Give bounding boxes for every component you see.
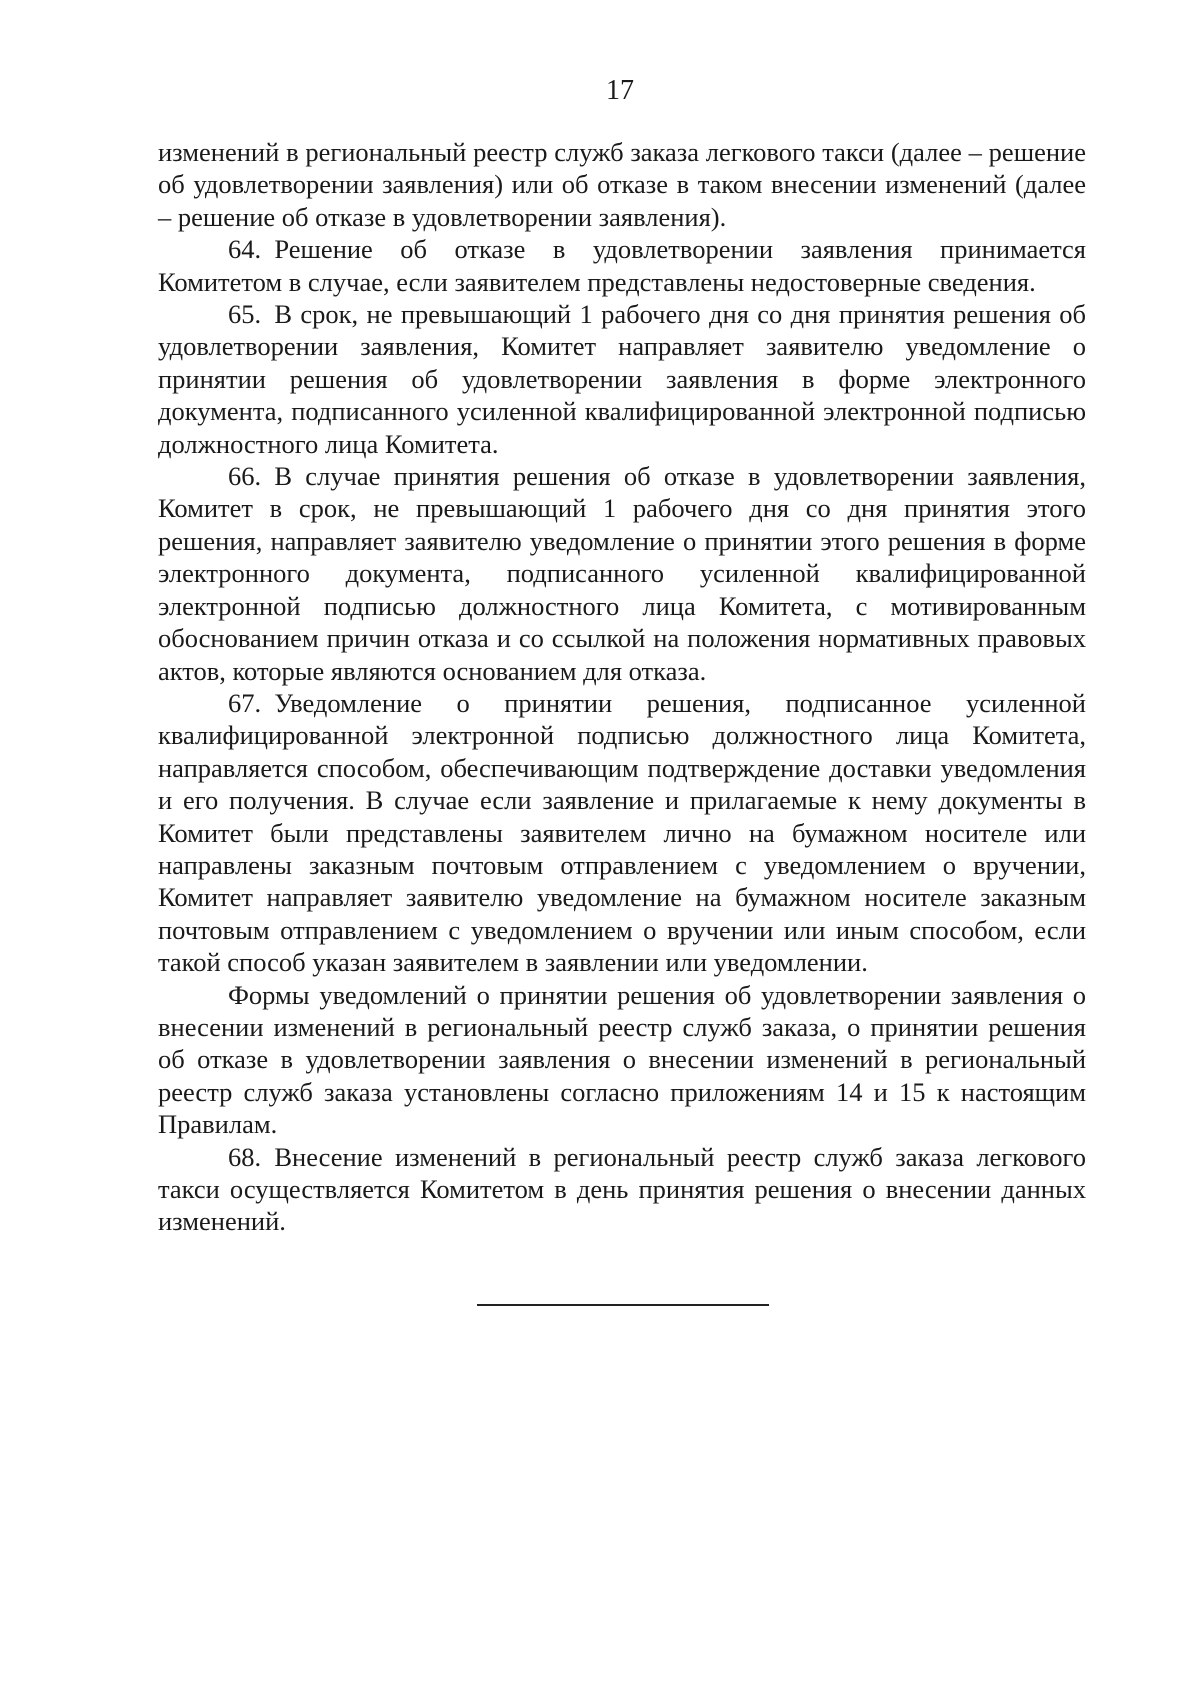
document-body	[158, 136, 1086, 1238]
paragraph-67: 67. Уведомление о принятии решения, подписанное усиленной квалифицированной электронной подписью должностного лица Комитета, направляется способом, обеспечивающим подтверждение доставки уведомления и его получения. В случае если заявление и прилагаемые к нему документы в Комитет были представлены заявителем лично на бумажном носителе или направлены заказным почтовым отправлением с уведомлением о вручении, Комитет направляет заявителю уведомление на бумажном носителе заказным почтовым отправлением с уведомлением о вручении или иным способом, если такой способ указан заявителем в заявлении или уведомлении.	[158, 687, 1086, 978]
end-of-text-rule	[477, 1304, 769, 1306]
paragraph-64: 64. Решение об отказе в удовлетворении заявления принимается Комитетом в случае, если заявителем представлены недостоверные сведения.	[158, 234, 1086, 297]
paragraph-68: 68. Внесение изменений в региональный реестр служб заказа легкового такси осуществляется Комитетом в день принятия решения о внесении данных изменений.	[158, 1141, 1086, 1237]
paragraph-forms: Формы уведомлений о принятии решения об удовлетворении заявления о внесении изменений в региональный реестр служб заказа, о принятии решения об отказе в удовлетворении заявления о внесении изменений в региональный реестр служб заказа установлены согласно приложениям 14 и 15 к настоящим Правилам.	[158, 979, 1086, 1140]
paragraph-continuation: изменений в региональный реестр служб заказа легкового такси (далее – решение об удовлетворении заявления) или об отказе в таком внесении изменений (далее – решение об отказе в удовлетворении заявления).	[158, 137, 1086, 232]
page-number: 17	[606, 75, 634, 106]
paragraph-66: 66. В случае принятия решения об отказе в удовлетворении заявления, Комитет в срок, не превышающий 1 рабочего дня со дня принятия этого решения, направляет заявителю уведомление о принятии этого решения в форме электронного документа, подписанного усиленной квалифицированной электронной подписью должностного лица Комитета, с мотивированным обоснованием причин отказа и со ссылкой на положения нормативных правовых актов, которые являются основанием для отказа.	[158, 461, 1086, 686]
paragraph-65: 65. В срок, не превышающий 1 рабочего дня со дня принятия решения об удовлетворении заявления, Комитет направляет заявителю уведомление о принятии решения об удовлетворении заявления в форме электронного документа, подписанного усиленной квалифицированной электронной подписью должностного лица Комитета.	[158, 299, 1086, 459]
